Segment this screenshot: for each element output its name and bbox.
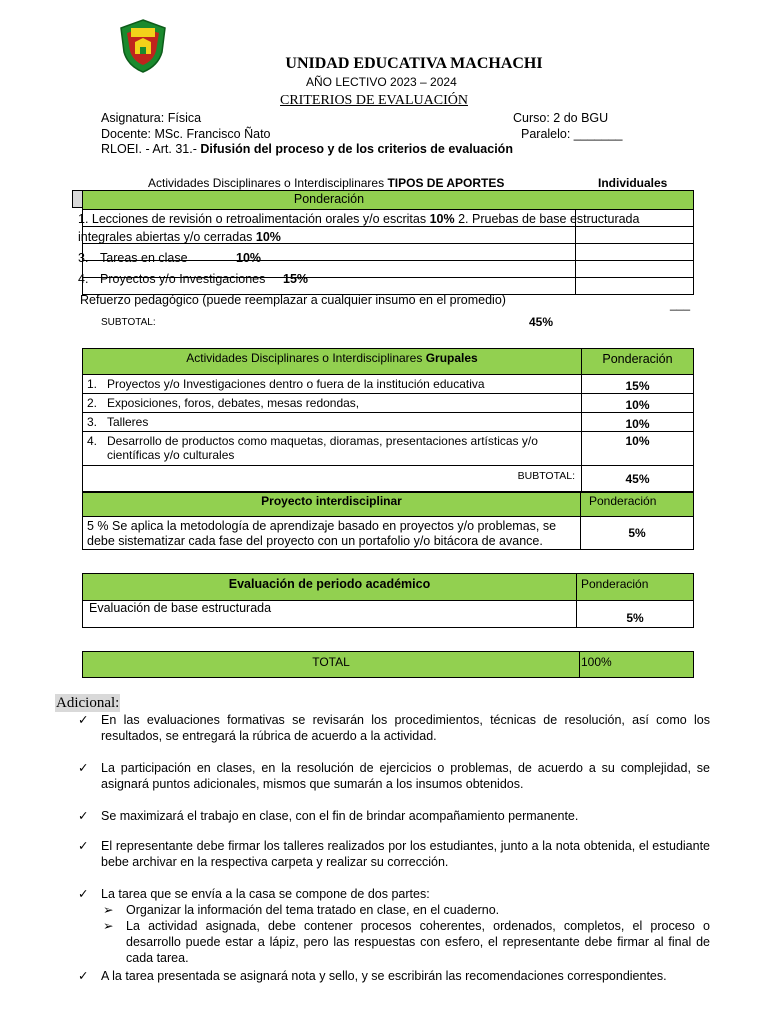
item-4-text: Proyectos y/o Investigaciones — [100, 272, 266, 286]
individual-item-3 — [78, 251, 262, 265]
subject: Asignatura: Física — [101, 111, 202, 125]
sub-list-item — [78, 918, 710, 966]
individual-heading-right: Individuales — [598, 176, 668, 190]
item-1-text: 1. Lecciones de revisión o retroalimentación orales y/o escritas — [78, 212, 427, 226]
group-item-1-text: Proyectos y/o Investigaciones dentro o fuera de la institución educativa — [107, 377, 485, 391]
sub-list-item-text: Organizar la información del tema tratado en clase, en el cuaderno. — [126, 903, 500, 917]
sub-list-item — [78, 902, 710, 918]
rloei-prefix: RLOEI. - Art. 31.- — [101, 142, 197, 156]
period-heading: Evaluación de periodo académico — [83, 574, 577, 601]
arrow-right-icon: ➢ — [103, 919, 114, 933]
group-row-2-value: 10% — [582, 394, 694, 413]
list-item-text: En las evaluaciones formativas se revisarán los procedimientos, técnicas de resolución, así como los resultados, se entregará la rúbrica de acuerdo a la actividad. — [101, 713, 710, 743]
individual-heading-bold: TIPOS DE APORTES — [387, 176, 505, 190]
checkmark-icon: ✓ — [78, 969, 89, 983]
project-table — [82, 492, 694, 550]
individual-header-spacer — [575, 191, 694, 210]
group-item-3-text: Talleres — [107, 415, 149, 429]
group-item-4-num: 4. — [87, 434, 98, 448]
period-table — [82, 573, 694, 628]
group-row-3-value: 10% — [582, 413, 694, 432]
checkmark-icon: ✓ — [78, 761, 89, 775]
group-row-4 — [83, 432, 582, 466]
total-table — [82, 651, 694, 678]
rloei-title: Difusión del proceso y de los criterios de evaluación — [200, 142, 513, 156]
group-subtotal-label: BUBTOTAL: — [83, 466, 582, 492]
list-item — [78, 968, 710, 984]
individual-item-4 — [78, 272, 309, 286]
item-2-text: 2. Pruebas de base estructurada — [458, 212, 640, 226]
group-item-3-num: 3. — [87, 415, 98, 429]
checkmark-icon: ✓ — [78, 887, 89, 901]
group-row-3 — [83, 413, 582, 432]
list-item — [78, 712, 710, 744]
checkmark-icon: ✓ — [78, 809, 89, 823]
list-item — [78, 808, 710, 824]
individual-row-5-value — [575, 278, 694, 295]
individual-heading — [148, 176, 504, 190]
group-item-1-num: 1. — [87, 377, 98, 391]
individual-heading-prefix: Actividades Disciplinares o Interdisciplinares — [148, 176, 385, 190]
group-heading-prefix: Actividades Disciplinares o Interdisciplinares — [186, 351, 423, 365]
project-ponderacion-header: Ponderación — [581, 493, 694, 517]
list-item-text: El representante debe firmar los talleres realizados por los estudiantes, junto a la nota obtenida, el estudiante bebe archivar en la respectiva carpeta y realizar su corrección. — [101, 839, 710, 869]
item-4-pct: 15% — [283, 272, 309, 286]
group-ponderacion-header: Ponderación — [582, 349, 694, 375]
list-item — [78, 886, 710, 966]
course: Curso: 2 do BGU — [513, 111, 609, 125]
page-title: CRITERIOS DE EVALUACIÓN — [280, 93, 468, 108]
individual-subtotal-label: SUBTOTAL: — [101, 317, 156, 328]
period-description: Evaluación de base estructurada — [83, 601, 577, 628]
total-label: TOTAL — [83, 652, 580, 678]
group-item-2-text: Exposiciones, foros, debates, mesas redondas, — [107, 396, 360, 410]
item-3-pct: 10% — [236, 251, 262, 265]
item-3-num: 3. — [78, 251, 89, 265]
individual-item-5-value: ___ — [670, 297, 691, 311]
list-item — [78, 760, 710, 792]
checkmark-icon: ✓ — [78, 839, 89, 853]
individual-row-2-value — [575, 227, 694, 244]
sub-list — [78, 902, 710, 966]
individual-item-2 — [78, 230, 281, 244]
list-item-text: Se maximizará el trabajo en clase, con el fin de brindar acompañamiento permanente. — [101, 809, 579, 823]
period-ponderacion-header: Ponderación — [577, 574, 694, 601]
item-3-text: Tareas en clase — [100, 251, 188, 265]
total-value: 100% — [580, 652, 694, 678]
arrow-right-icon: ➢ — [103, 903, 114, 917]
group-heading — [83, 349, 582, 375]
item-1-pct: 10% — [429, 212, 455, 226]
list-item — [78, 838, 710, 870]
item-4-num: 4. — [78, 272, 89, 286]
item-2-pct: 10% — [255, 230, 281, 244]
group-table — [82, 348, 694, 492]
school-name: UNIDAD EDUCATIVA MACHACHI — [285, 55, 543, 72]
project-heading: Proyecto interdisciplinar — [83, 493, 581, 517]
individual-item-5: Refuerzo pedagógico (puede reemplazar a cualquier insumo en el promedio) — [80, 293, 506, 307]
group-row-2 — [83, 394, 582, 413]
group-row-4-value: 10% — [582, 432, 694, 466]
individual-subtotal-value: 45% — [529, 315, 554, 329]
group-row-1-value: 15% — [582, 375, 694, 394]
group-row-1 — [83, 375, 582, 394]
list-item-text: La participación en clases, en la resolución de ejercicios o problemas, de acuerdo a su complejidad, se asignará puntos adicionales, mismos que sumarán a los insumos obtenidos. — [101, 761, 710, 791]
project-pct: 5% — [581, 517, 694, 550]
additional-title: Adicional: — [56, 695, 120, 711]
checkmark-icon: ✓ — [78, 713, 89, 727]
additional-list — [78, 712, 710, 1000]
list-item-text: La tarea que se envía a la casa se compone de dos partes: — [101, 887, 430, 901]
group-item-2-num: 2. — [87, 396, 98, 410]
list-item-text: A la tarea presentada se asignará nota y sello, y se escribirán las recomendaciones correspondientes. — [101, 969, 667, 983]
individual-row-3-value — [575, 244, 694, 261]
project-description: 5 % Se aplica la metodología de aprendizaje basado en proyectos y/o problemas, se debe sistematizar cada fase del proyecto con un portafolio y/o bitácora de avance. — [83, 517, 581, 550]
parallel: Paralelo: _______ — [521, 127, 623, 141]
sub-list-item-text: La actividad asignada, debe contener procesos coherentes, ordenados, completos, el proceso o desarrollo puede estar a lápiz, pero las respuestas con esfero, el representante debe firmar al final de cada tarea. — [126, 919, 710, 965]
group-heading-bold: Grupales — [425, 351, 478, 365]
teacher: Docente: MSc. Francisco Ñato — [101, 127, 271, 141]
individual-row-4-value — [575, 261, 694, 278]
item-2-text-cont: integrales abiertas y/o cerradas — [78, 230, 253, 244]
school-year: AÑO LECTIVO 2023 – 2024 — [306, 75, 457, 89]
group-item-4-text: Desarrollo de productos como maquetas, dioramas, presentaciones artísticas y/o científicas y/o culturales — [107, 434, 538, 462]
period-pct: 5% — [577, 601, 694, 628]
rloei-reference — [101, 142, 513, 156]
group-subtotal-value: 45% — [582, 466, 694, 492]
individual-item-1 — [78, 212, 639, 226]
individual-ponderacion-header: Ponderación — [83, 191, 576, 210]
